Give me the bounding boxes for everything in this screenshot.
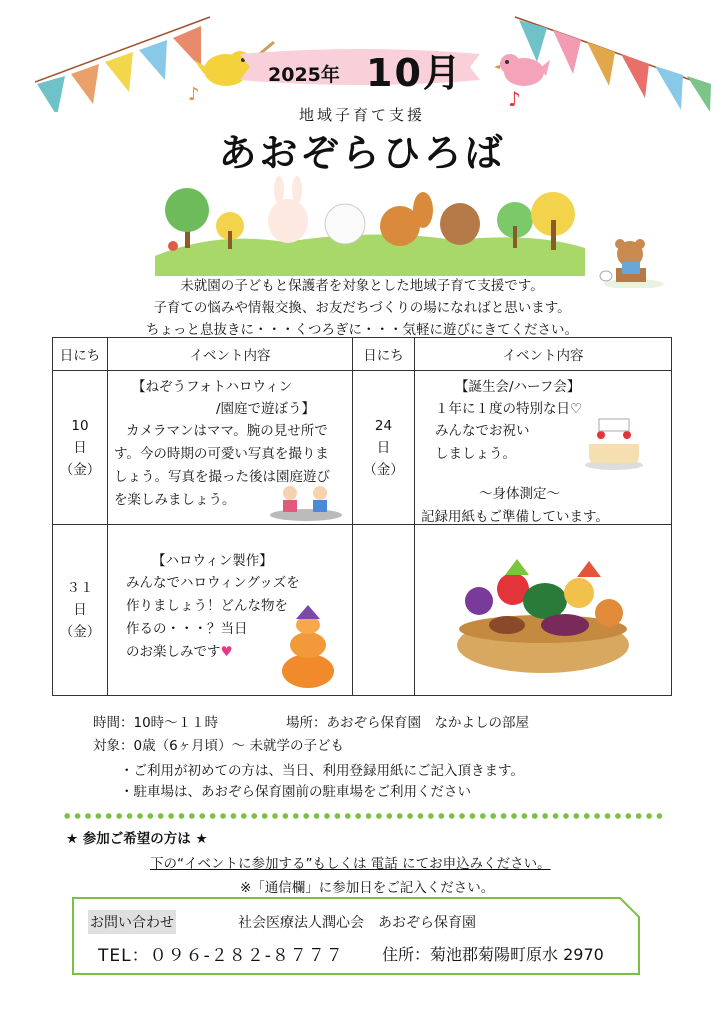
day-number: ３１ bbox=[66, 580, 94, 596]
intro-line-3: ちょっと息抜きに・・・くつろぎに・・・気軽に遊びにきてください。 bbox=[146, 322, 578, 338]
event-text: カメラマンはママ。腕の見せ所で bbox=[126, 423, 328, 439]
year-label: 2025年 bbox=[268, 64, 340, 86]
svg-text:♪: ♪ bbox=[508, 87, 521, 110]
header-event: イベント内容 bbox=[108, 338, 353, 371]
month-label: 10月 bbox=[366, 51, 463, 95]
contact-address: 住所：菊池郡菊陽町原水 2970 bbox=[382, 945, 604, 964]
event-cell bbox=[108, 371, 353, 525]
header-date: 日にち bbox=[53, 338, 108, 371]
event-title: 【ねぞうフォトハロウィン bbox=[132, 379, 293, 395]
apply-instruction: 下の“イベントに参加する”もしくは 電話 にてお申込みください。 bbox=[150, 856, 551, 872]
event-text: 作るの・・・？当日 bbox=[126, 621, 248, 637]
event-title: 【ハロウィン製作】 bbox=[152, 553, 273, 569]
table-header-row bbox=[53, 338, 672, 371]
event-cell bbox=[415, 371, 672, 525]
weekday: （金） bbox=[59, 461, 101, 478]
empty-date-cell bbox=[353, 525, 415, 696]
pink-bird-illustration bbox=[492, 48, 552, 110]
event-subtitle: ～身体測定～ bbox=[479, 486, 560, 502]
event-text: 記録用紙もご準備しています。 bbox=[421, 509, 609, 525]
contact-org: 社会医療法人潤心会 あおぞら保育園 bbox=[238, 915, 476, 931]
place-info: 場所：あおぞら保育園 なかよしの部屋 bbox=[286, 715, 529, 731]
event-table bbox=[52, 337, 672, 696]
animals-meadow-illustration bbox=[155, 176, 585, 276]
day-unit: 日 bbox=[376, 439, 391, 456]
event-text: しましょう。 bbox=[435, 446, 516, 462]
weekday: （金） bbox=[363, 461, 404, 478]
day-unit: 日 bbox=[73, 439, 87, 456]
event-text: １年に１度の特別な日♡ bbox=[435, 401, 583, 417]
note-first-time: ・ご利用が初めての方は、当日、利用登録用紙にご記入頂きます。 bbox=[120, 763, 524, 779]
apply-heading: ★ 参加ご希望の方は ★ bbox=[66, 831, 208, 847]
date-cell bbox=[53, 371, 108, 525]
note-parking: ・駐車場は、あおぞら保育園前の駐車場をご利用ください bbox=[120, 784, 471, 800]
event-text: しょう。写真を撮った後は園庭遊び bbox=[114, 469, 330, 485]
heart-icon: ♥ bbox=[220, 644, 233, 660]
page-title: あおぞらひろば bbox=[218, 131, 506, 175]
contact-label: お問い合わせ bbox=[88, 910, 176, 934]
event-title: 【誕生会/ハーフ会】 bbox=[455, 379, 581, 395]
intro-line-1: 未就園の子どもと保護者を対象とした地域子育て支援です。 bbox=[180, 278, 544, 294]
target-info: 対象：0歳（6ヶ月頃）～ 未就学の子ども bbox=[93, 738, 344, 754]
illustration-cell bbox=[415, 525, 672, 696]
day-unit: 日 bbox=[73, 602, 87, 618]
date-cell bbox=[353, 371, 415, 525]
event-text: 作りましょう！どんな物を bbox=[126, 598, 288, 614]
subtitle: 地域子育て支援 bbox=[298, 106, 425, 124]
event-text: のお楽しみです bbox=[126, 644, 221, 660]
birthday-cake-illustration bbox=[583, 415, 645, 471]
children-playing-illustration bbox=[268, 483, 344, 521]
time-info: 時間：10時～１１時 bbox=[93, 715, 219, 731]
contact-phone: TEL：０９６-２８２-８７７７ bbox=[98, 946, 344, 966]
event-text: みんなでハロウィングッズを bbox=[126, 575, 300, 591]
event-title-cont: /園庭で遊ぼう】 bbox=[216, 401, 316, 417]
header-date: 日にち bbox=[353, 338, 415, 371]
header-event: イベント内容 bbox=[415, 338, 672, 371]
event-text-row bbox=[126, 640, 233, 660]
day-number: 24 bbox=[374, 417, 393, 434]
dotted-divider bbox=[62, 812, 662, 820]
intro-line-2: 子育ての悩みや情報交換、お友だちづくりの場になればと思います。 bbox=[153, 300, 571, 316]
apply-note: ※「通信欄」に参加日をご記入ください。 bbox=[240, 880, 495, 896]
event-text: す。今の時期の可愛い写真を撮りま bbox=[114, 446, 329, 462]
autumn-basket-illustration bbox=[449, 553, 637, 675]
date-cell bbox=[53, 525, 108, 696]
pumpkins-illustration bbox=[278, 605, 338, 689]
weekday: （金） bbox=[59, 624, 101, 640]
table-row bbox=[53, 525, 672, 696]
day-number: 10 bbox=[71, 417, 89, 434]
event-text: みんなでお祝い bbox=[435, 423, 530, 439]
svg-text:♪: ♪ bbox=[188, 84, 200, 105]
event-cell bbox=[108, 525, 353, 696]
table-row bbox=[53, 371, 672, 525]
event-text: を楽しみましょう。 bbox=[114, 492, 236, 508]
